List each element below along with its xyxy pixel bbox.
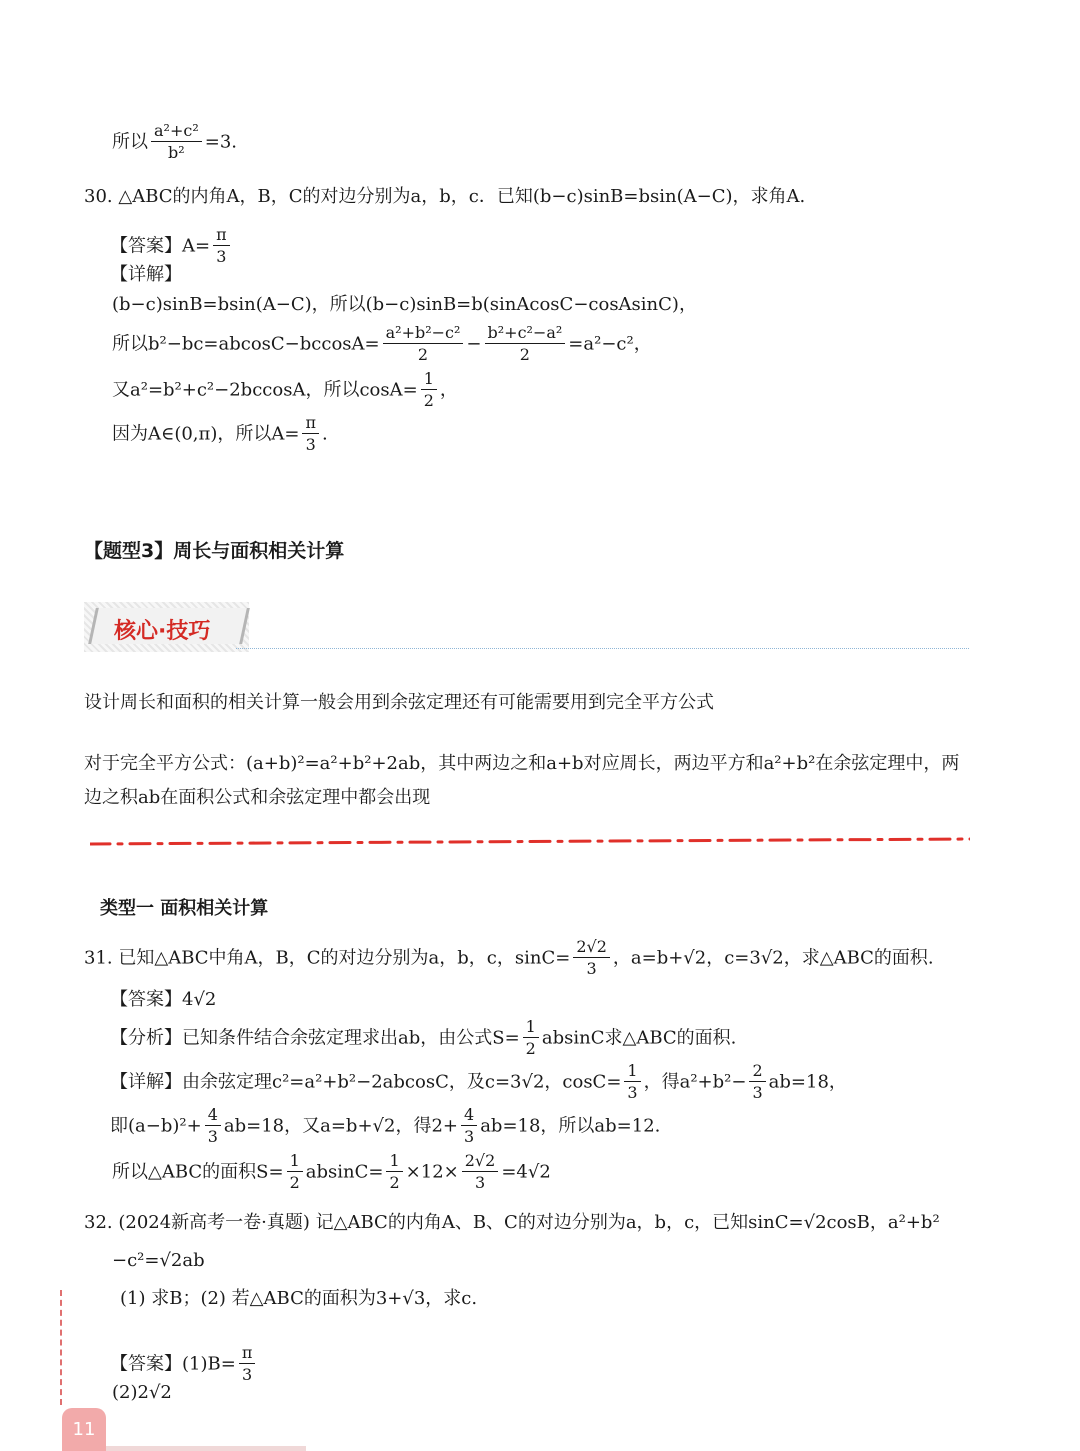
fraction	[624, 1062, 640, 1103]
bottom-bar	[106, 1446, 306, 1451]
text: 【详解】由余弦定理c²=a²+b²−2abcosC，及c=3√2，cosC=	[110, 1071, 622, 1093]
numerator: 1	[386, 1152, 402, 1172]
fraction	[287, 1152, 303, 1193]
tip-paragraph-3: 边之积ab在面积公式和余弦定理中都会出现	[84, 787, 431, 808]
text: −	[466, 333, 482, 355]
fraction	[239, 1344, 256, 1385]
fraction	[523, 1018, 539, 1059]
denominator: 2	[417, 345, 429, 365]
text: 【答案】A=	[110, 235, 211, 257]
text: ，a=b+√2，c=3√2，求△ABC的面积.	[612, 947, 934, 969]
fraction	[302, 414, 319, 455]
answer-30	[110, 226, 233, 267]
fraction	[383, 324, 464, 365]
red-dash-divider	[90, 836, 970, 848]
numerator: b²+c²−a²	[485, 324, 566, 344]
denominator: 3	[216, 247, 227, 267]
text: 31. 已知△ABC中角A，B，C的对边分别为a，b，c，sinC=	[84, 947, 571, 969]
text: 【分析】已知条件结合余弦定理求出ab，由公式S=	[110, 1027, 520, 1049]
tip-paragraph-2: 对于完全平方公式：(a+b)²=a²+b²+2ab，其中两边之和a+b对应周长，两边平方和a²+b²在余弦定理中，两	[84, 753, 960, 774]
text: =a²−c²，	[568, 333, 652, 355]
text: ，	[439, 379, 458, 401]
denominator: 3	[241, 1365, 253, 1385]
fraction	[213, 226, 230, 267]
text: 【答案】(1)B=	[110, 1353, 236, 1375]
fraction	[386, 1152, 402, 1193]
denominator: 2	[525, 1039, 536, 1059]
numerator: π	[302, 414, 319, 434]
question-30: 30. △ABC的内角A，B，C的对边分别为a，b，c．已知(b−c)sinB=bsin(A−C)，求角A.	[84, 186, 806, 207]
denominator: 3	[474, 1173, 486, 1193]
fraction	[205, 1106, 221, 1147]
numerator: π	[213, 226, 230, 246]
solution-line	[112, 122, 237, 163]
denominator: 3	[207, 1127, 218, 1147]
text: =3.	[204, 131, 237, 153]
detail-30-line-3	[112, 370, 458, 411]
numerator: 1	[287, 1152, 303, 1172]
question-32-line-2: −c²=√2ab	[112, 1250, 205, 1271]
text: 因为A∈(0,π)，所以A=	[112, 423, 300, 445]
numerator: 4	[461, 1106, 477, 1126]
badge-label: 核心·技巧	[114, 619, 211, 644]
margin-dashed-line	[60, 1290, 62, 1405]
fraction	[151, 122, 202, 163]
denominator: 2	[289, 1173, 300, 1193]
numerator: a²+c²	[151, 122, 202, 142]
question-31	[84, 938, 934, 979]
analysis-31	[110, 1018, 736, 1059]
fraction	[461, 1106, 477, 1147]
section-title: 【题型3】周长与面积相关计算	[84, 540, 345, 562]
answer-31: 【答案】4√2	[110, 989, 217, 1010]
numerator: 4	[205, 1106, 221, 1126]
text: ab=18，	[768, 1071, 847, 1093]
numerator: π	[239, 1344, 256, 1364]
fraction	[421, 370, 437, 411]
core-skill-badge	[84, 600, 974, 656]
fraction	[573, 938, 610, 979]
tip-paragraph-1: 设计周长和面积的相关计算一般会用到余弦定理还有可能需要用到完全平方公式	[84, 692, 714, 713]
question-32-line-3: (1) 求B；(2) 若△ABC的面积为3+√3，求c.	[120, 1288, 478, 1309]
text: 所以△ABC的面积S=	[112, 1161, 284, 1183]
text: absinC求△ABC的面积.	[541, 1027, 737, 1049]
numerator: 1	[624, 1062, 640, 1082]
numerator: a²+b²−c²	[383, 324, 464, 344]
numerator: 2√2	[573, 938, 610, 958]
text: ，得a²+b²−	[643, 1071, 747, 1093]
denominator: 3	[752, 1083, 763, 1103]
text: 所以	[112, 131, 148, 153]
page-number: 11	[62, 1408, 106, 1451]
text: 又a²=b²+c²−2bccosA，所以cosA=	[112, 379, 418, 401]
detail-label-30: 【详解】	[110, 264, 182, 285]
question-32-line-1: 32. (2024新高考一卷·真题) 记△ABC的内角A、B、C的对边分别为a，b，c，已知sinC=√2cosB，a²+b²	[84, 1212, 940, 1233]
numerator: 1	[421, 370, 437, 390]
fraction	[462, 1152, 499, 1193]
subsection-title: 类型一 面积相关计算	[100, 898, 269, 919]
text: ab=18，所以ab=12.	[480, 1115, 661, 1137]
detail-31-line-2	[110, 1106, 660, 1147]
fraction	[749, 1062, 765, 1103]
denominator: 3	[586, 959, 597, 979]
text: =4√2	[501, 1161, 551, 1183]
detail-30-line-1: (b−c)sinB=bsin(A−C)，所以(b−c)sinB=b(sinAcosC−cosAsinC)，	[112, 294, 697, 315]
fraction	[485, 324, 566, 365]
badge-dotted-rule	[236, 648, 969, 649]
text: absinC=	[305, 1161, 384, 1183]
text: 所以b²−bc=abcosC−bccosA=	[112, 333, 380, 355]
numerator: 1	[523, 1018, 539, 1038]
detail-30-line-2	[112, 324, 652, 365]
denominator: b²	[168, 143, 185, 163]
numerator: 2	[749, 1062, 765, 1082]
answer-32	[110, 1344, 258, 1385]
detail-30-line-4	[112, 414, 328, 455]
text: ab=18，又a=b+√2，得2+	[223, 1115, 458, 1137]
text: 即(a−b)²+	[110, 1115, 202, 1137]
numerator: 2√2	[462, 1152, 499, 1172]
denominator: 3	[305, 435, 316, 455]
detail-31-line-3	[112, 1152, 551, 1193]
detail-31-line-1	[110, 1062, 847, 1103]
denominator: 3	[464, 1127, 475, 1147]
denominator: 2	[423, 391, 434, 411]
denominator: 2	[389, 1173, 400, 1193]
denominator: 2	[519, 345, 530, 365]
denominator: 3	[627, 1083, 638, 1103]
answer-32-part-2: (2)2√2	[112, 1382, 172, 1403]
text: .	[321, 423, 328, 445]
text: ×12×	[405, 1161, 459, 1183]
